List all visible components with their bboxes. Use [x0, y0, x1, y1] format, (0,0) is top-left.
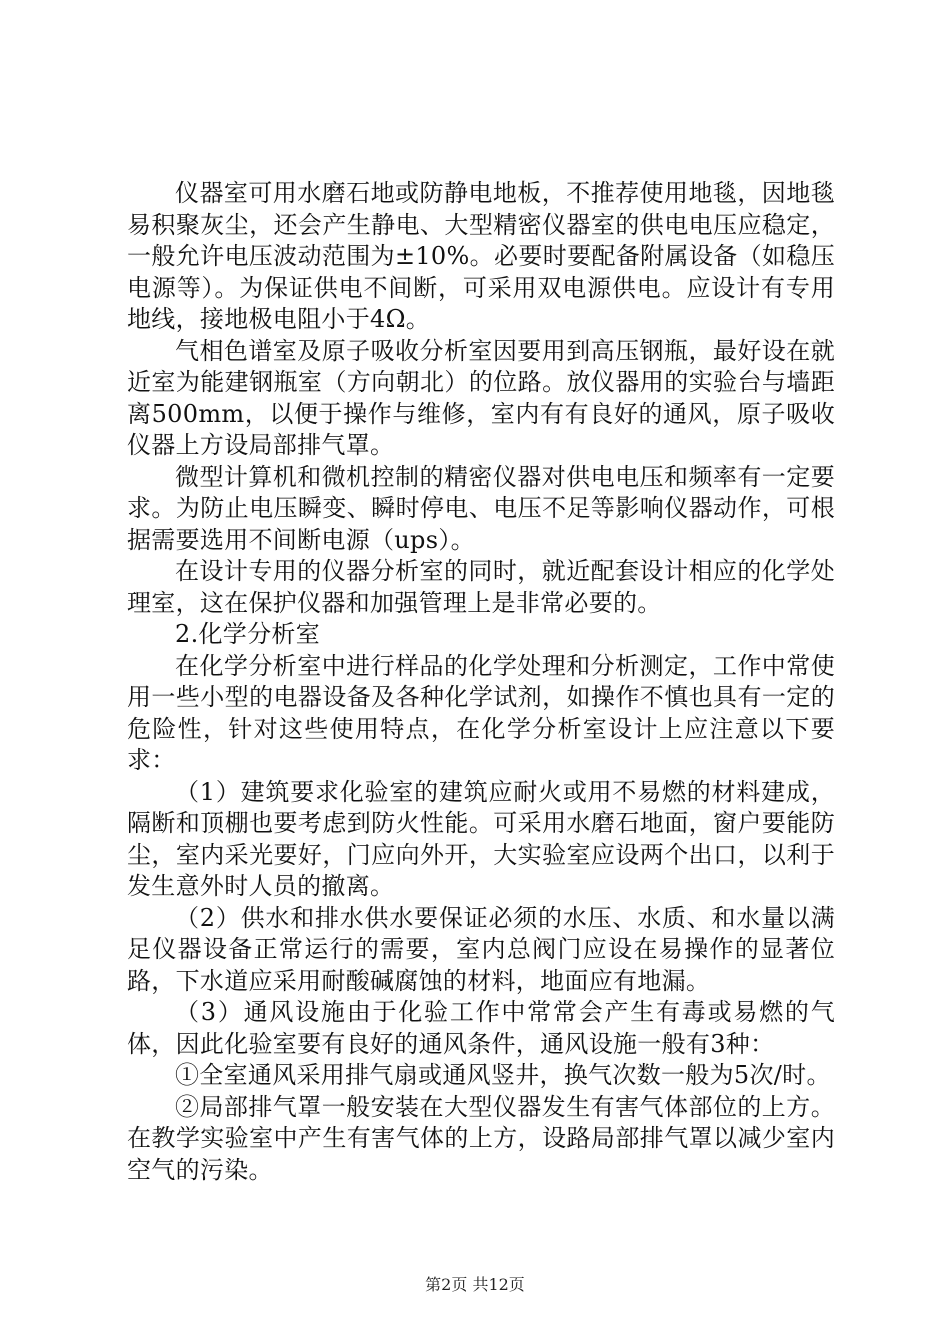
paragraph-chemical-analysis-intro: 在化学分析室中进行样品的化学处理和分析测定，工作中常使用一些小型的电器设备及各种化学试剂，如操作不慎也具有一定的危险性，针对这些使用特点，在化学分析室设计上应注意以下要求：	[127, 651, 835, 774]
paragraph-whole-room-ventilation: ①全室通风采用排气扇或通风竖井，换气次数一般为5次/时。	[175, 1061, 831, 1089]
section-heading-chemical-analysis-room: 2.化学分析室	[175, 620, 320, 648]
page-number-footer: 第2页 共12页	[425, 1275, 525, 1294]
paragraph-instrument-room-floor: 仪器室可用水磨石地或防静电地板，不推荐使用地毯，因地毯易积聚灰尘，还会产生静电、大型精密仪器室的供电电压应稳定，一般允许电压波动范围为±10%。必要时要配备附属设备（如稳压电源等）。为保证供电不间断，可采用双电源供电。应设计有专用地线，接地极电阻小于4Ω。	[127, 179, 835, 333]
paragraph-microcomputer-power: 微型计算机和微机控制的精密仪器对供电电压和频率有一定要求。为防止电压瞬变、瞬时停电、电压不足等影响仪器动作，可根据需要选用不间断电源（ups）。	[127, 462, 835, 554]
document-body	[127, 178, 835, 1186]
paragraph-building-requirements: （1）建筑要求化验室的建筑应耐火或用不易燃的材料建成，隔断和顶棚也要考虑到防火性能。可采用水磨石地面，窗户要能防尘，室内采光要好，门应向外开，大实验室应设两个出口，以利于发生意外时人员的撤离。	[127, 777, 835, 900]
paragraph-ventilation-facilities: （3）通风设施由于化验工作中常常会产生有毒或易燃的气体，因此化验室要有良好的通风条件，通风设施一般有3种：	[127, 998, 835, 1058]
paragraph-water-supply-drainage: （2）供水和排水供水要保证必须的水压、水质、和水量以满足仪器设备正常运行的需要，室内总阀门应设在易操作的显著位路，下水道应采用耐酸碱腐蚀的材料，地面应有地漏。	[127, 903, 835, 995]
paragraph-local-exhaust-hood: ②局部排气罩一般安装在大型仪器发生有害气体部位的上方。在教学实验室中产生有害气体的上方，设路局部排气罩以减少室内空气的污染。	[127, 1092, 835, 1184]
paragraph-gas-chromatography-room: 气相色谱室及原子吸收分析室因要用到高压钢瓶，最好设在就近室为能建钢瓶室（方向朝北）的位路。放仪器用的实验台与墙距离500mm，以便于操作与维修，室内有有良好的通风，原子吸收仪器上方设局部排气罩。	[127, 336, 835, 459]
paragraph-chemical-processing-room: 在设计专用的仪器分析室的同时，就近配套设计相应的化学处理室，这在保护仪器和加强管理上是非常必要的。	[127, 557, 835, 617]
